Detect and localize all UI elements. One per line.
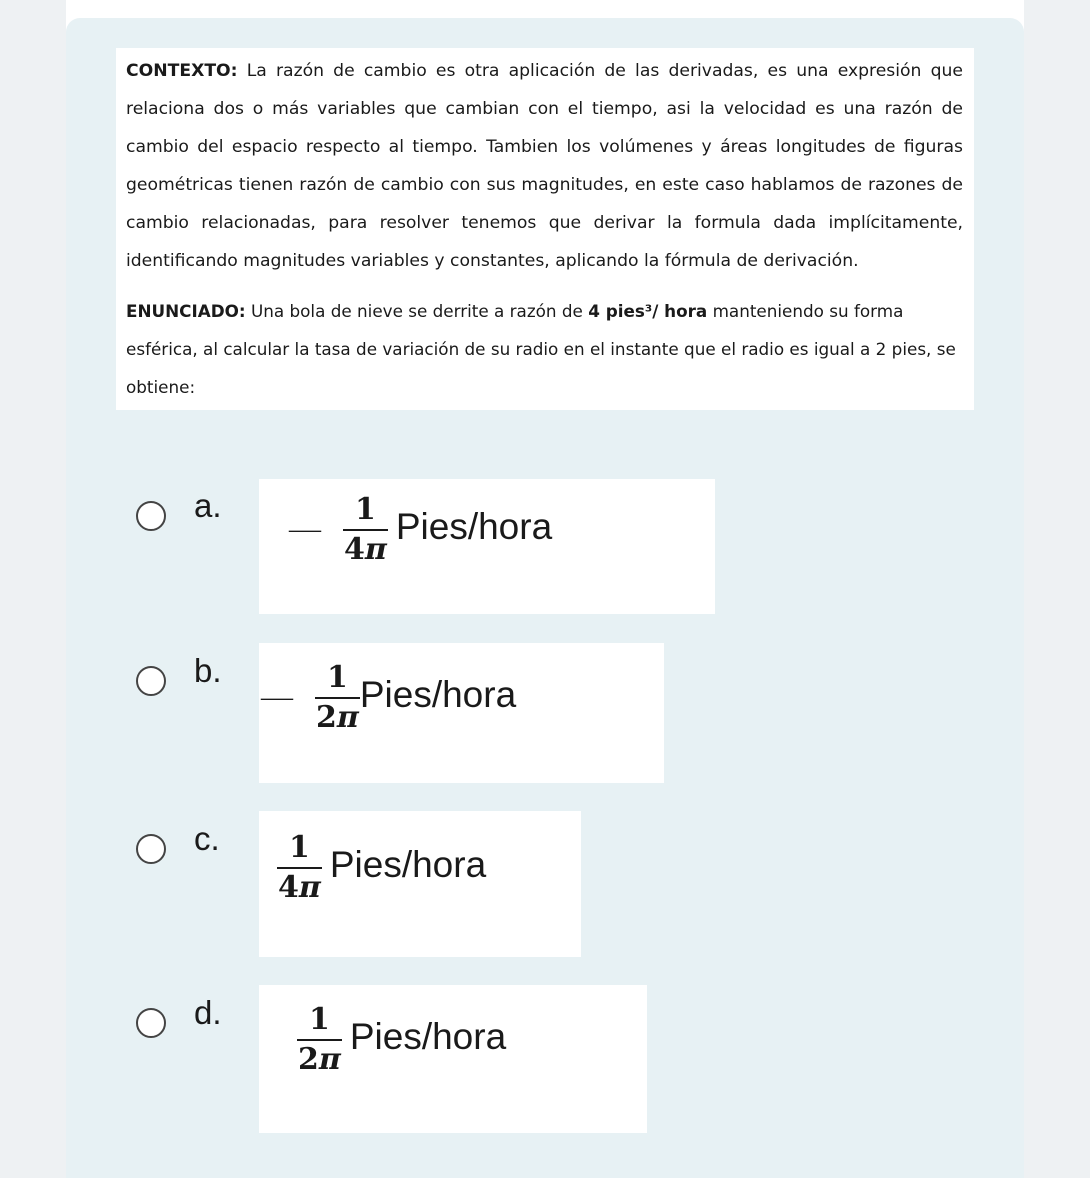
option-b-fraction (315, 660, 360, 735)
question-card (66, 18, 1024, 1178)
option-b-radio[interactable] (136, 666, 166, 696)
question-text-panel (116, 48, 974, 410)
option-b-math (259, 660, 517, 735)
option-a-denominator (343, 529, 388, 565)
option-d-denominator-number: 2 (298, 1042, 319, 1077)
option-d-pi: π (318, 1042, 341, 1077)
option-d-denominator (297, 1039, 342, 1075)
statement-text-2: manteniendo su forma esférica, al calcular la tasa de variación de su radio en el instante que el radio es igual a 2 pies, se obtiene: (126, 301, 956, 397)
statement-rate: 4 pies³/ hora (588, 301, 708, 321)
option-a-denominator-number: 4 (344, 532, 365, 567)
option-c-unit: Pies/hora (329, 844, 487, 885)
context-label: CONTEXTO: (126, 61, 238, 81)
option-c-pi: π (298, 870, 321, 905)
option-d-letter: d. (194, 994, 222, 1031)
option-b-numerator: 1 (326, 660, 348, 695)
option-a-minus: — (287, 509, 323, 550)
option-b-minus: — (259, 677, 295, 718)
option-a-unit: Pies/hora (395, 506, 553, 547)
option-c-answer-box[interactable] (259, 811, 581, 957)
option-a-pi: π (364, 532, 387, 567)
option-b-letter: b. (194, 652, 222, 689)
option-b-unit: Pies/hora (359, 674, 517, 715)
option-d-fraction (297, 1002, 342, 1077)
option-a-numerator: 1 (354, 492, 376, 527)
option-b-denominator-number: 2 (316, 700, 337, 735)
option-a-fraction (343, 492, 388, 567)
option-d-numerator: 1 (308, 1002, 330, 1037)
option-a-math (287, 492, 553, 567)
option-d-radio[interactable] (136, 1008, 166, 1038)
option-c-math (277, 830, 487, 905)
option-d-math (297, 1002, 507, 1077)
option-c-denominator (277, 867, 322, 903)
option-b-answer-box[interactable] (259, 643, 664, 783)
option-a-radio[interactable] (136, 501, 166, 531)
option-a-letter: a. (194, 487, 222, 524)
option-c-radio[interactable] (136, 834, 166, 864)
option-a-answer-box[interactable] (259, 479, 715, 614)
context-text: La razón de cambio es otra aplicación de las derivadas, es una expresión que relaciona dos o más variables que cambian con el tiempo, asi la velocidad es una razón de cambio del espacio respecto al tiempo. Tambien los volúmenes y áreas longitudes de figuras geométricas tienen razón de cambio con sus magnitudes, en este caso hablamos de razones de cambio relacionadas, para resolver tenemos que derivar la formula dada implícitamente, identificando magnitudes variables y constantes, aplicando la fórmula de derivación. (126, 61, 963, 271)
statement-text-1: Una bola de nieve se derrite a razón de (245, 301, 589, 321)
page-background (66, 0, 1024, 1178)
statement-label: ENUNCIADO: (126, 301, 246, 321)
option-d-answer-box[interactable] (259, 985, 647, 1133)
option-b-pi: π (336, 700, 359, 735)
option-b-denominator (315, 697, 360, 733)
option-d-unit: Pies/hora (349, 1016, 507, 1057)
statement-paragraph (126, 292, 963, 406)
option-c-fraction (277, 830, 322, 905)
option-c-letter: c. (194, 820, 220, 857)
option-c-numerator: 1 (288, 830, 310, 865)
option-c-denominator-number: 4 (278, 870, 299, 905)
context-paragraph (126, 52, 963, 280)
